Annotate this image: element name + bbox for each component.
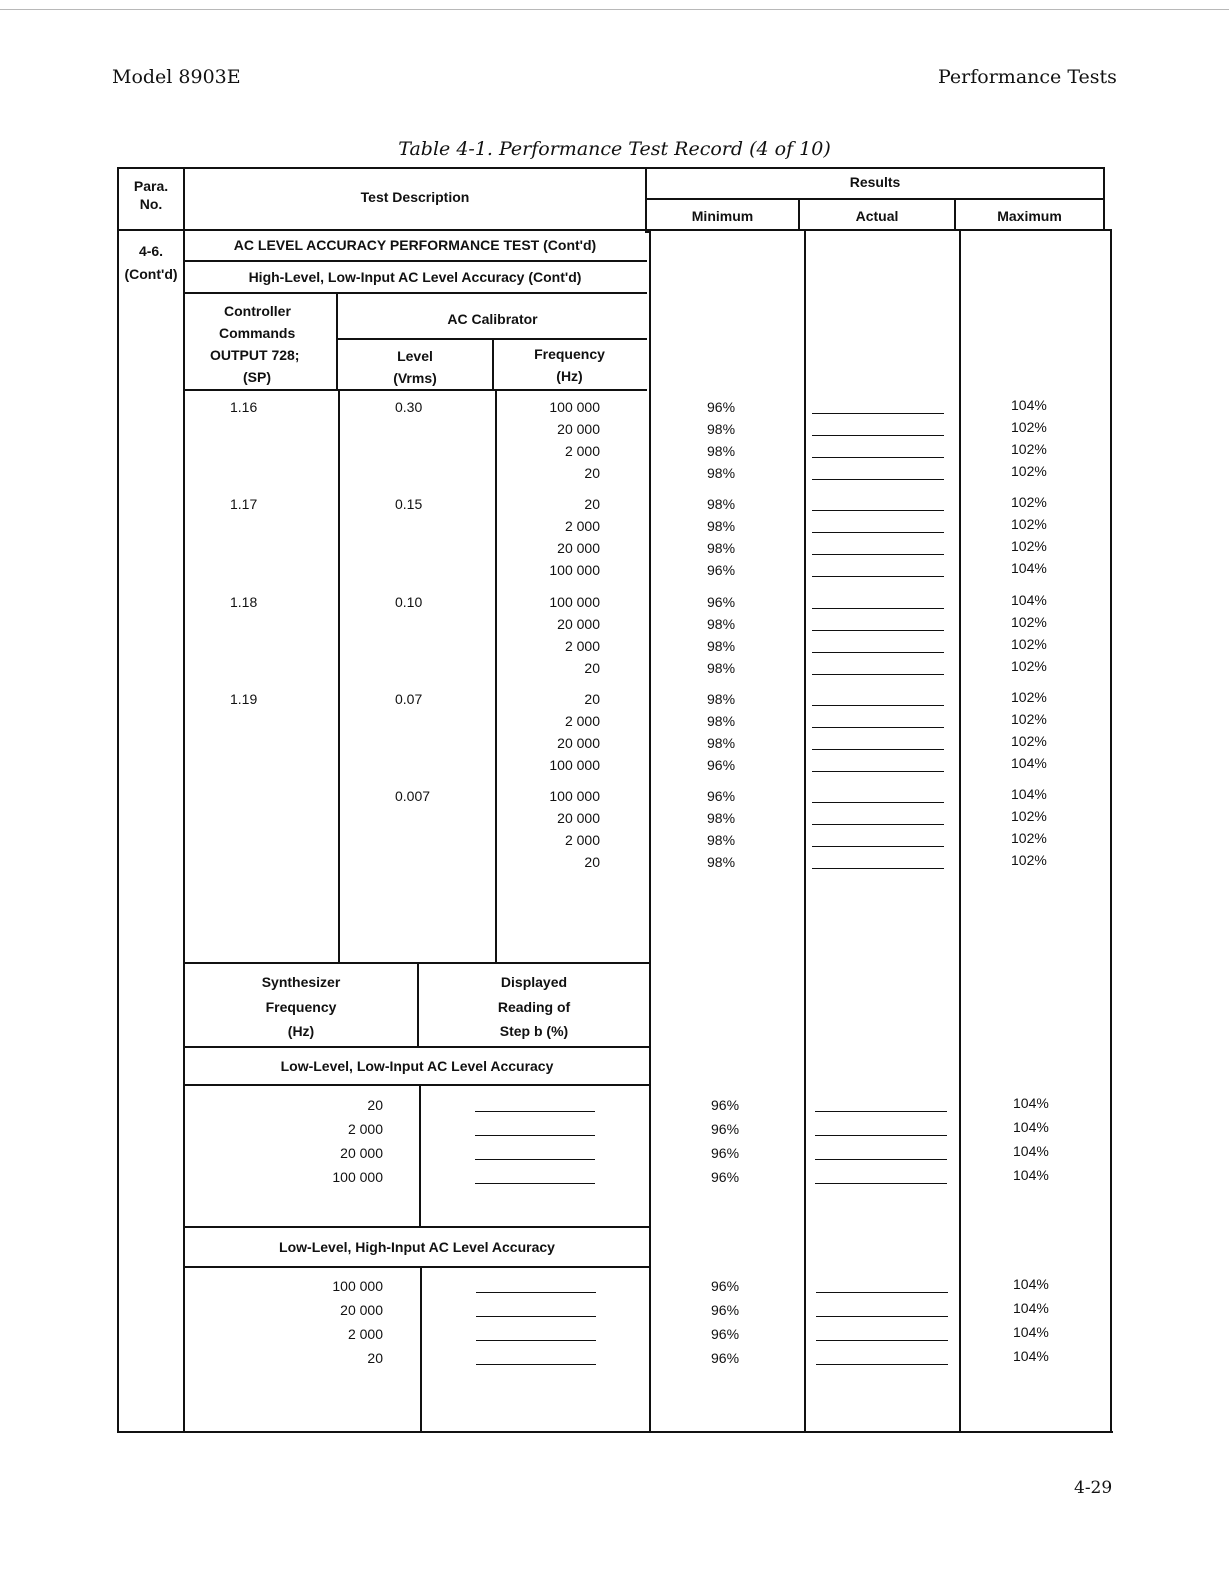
frequency-header-2: (Hz) (556, 368, 583, 384)
low-high-col-line (420, 1266, 422, 1432)
results-divider (645, 198, 1105, 200)
level-value: 0.30 (395, 399, 423, 415)
controller-header-2: Commands (219, 325, 296, 341)
command-value: 1.18 (230, 594, 258, 610)
synth-frequency-value: 100 000 (332, 1169, 383, 1185)
displayed-reading-field[interactable] (475, 1183, 595, 1184)
actual-entry-field[interactable] (812, 413, 944, 414)
actual-entry-field[interactable] (812, 652, 944, 653)
subheader-bottom-rule (183, 389, 647, 391)
maximum-value: 102% (1011, 689, 1047, 705)
frequency-value: 2 000 (564, 638, 600, 654)
level-value: 0.10 (395, 594, 423, 610)
actual-entry-field[interactable] (812, 824, 944, 825)
header-bottom-rule (117, 229, 1105, 231)
frequency-value: 100 000 (549, 562, 600, 578)
level-value: 0.15 (395, 496, 423, 512)
ac-calibrator-header: AC Calibrator (447, 311, 538, 327)
maximum-value: 104% (1011, 786, 1047, 802)
maximum-value: 102% (1011, 538, 1047, 554)
minimum-value: 96% (711, 1097, 740, 1113)
maximum-value: 102% (1011, 636, 1047, 652)
header-section: Performance Tests (938, 66, 1117, 88)
minimum-value: 96% (707, 562, 736, 578)
displayed-reading-field[interactable] (476, 1316, 596, 1317)
frequency-value: 100 000 (549, 788, 600, 804)
maximum-value: 104% (1013, 1348, 1049, 1364)
level-header-2: (Vrms) (393, 370, 437, 386)
minimum-value: 98% (707, 518, 736, 534)
actual-entry-field[interactable] (812, 554, 944, 555)
actual-entry-field[interactable] (812, 705, 944, 706)
low-low-title-rule (185, 1084, 651, 1086)
actual-entry-field[interactable] (812, 771, 944, 772)
actual-entry-field[interactable] (812, 479, 944, 480)
results-header: Results (849, 174, 901, 190)
frequency-value: 100 000 (549, 757, 600, 773)
frequency-value: 2 000 (564, 443, 600, 459)
maximum-value: 102% (1011, 614, 1047, 630)
controller-header-4: (SP) (243, 369, 271, 385)
para-header-2: No. (139, 196, 163, 212)
description-column-line (649, 231, 651, 1432)
page-number: 4-29 (1074, 1478, 1113, 1498)
actual-entry-field[interactable] (815, 1159, 947, 1160)
description-column-jog (645, 231, 651, 233)
header-model: Model 8903E (112, 66, 241, 88)
displayed-header-3: Step b (%) (499, 1023, 569, 1039)
minimum-value: 98% (707, 735, 736, 751)
minimum-value: 96% (711, 1326, 740, 1342)
frequency-value: 20 (584, 660, 600, 676)
test-title-divider (183, 260, 647, 262)
maximum-value: 102% (1011, 808, 1047, 824)
displayed-header-1: Displayed (500, 974, 568, 990)
frequency-value: 20 000 (557, 616, 600, 632)
maximum-value: 102% (1011, 419, 1047, 435)
synth-header-2: Frequency (265, 999, 337, 1015)
maximum-value: 104% (1013, 1276, 1049, 1292)
displayed-reading-field[interactable] (475, 1135, 595, 1136)
controller-col-line-lower (338, 390, 340, 962)
displayed-reading-field[interactable] (475, 1159, 595, 1160)
maximum-header: Maximum (997, 208, 1062, 224)
displayed-header-2: Reading of (497, 999, 571, 1015)
actual-entry-field[interactable] (812, 532, 944, 533)
minimum-value: 98% (707, 832, 736, 848)
top-rule (0, 9, 1229, 10)
frequency-value: 20 (584, 465, 600, 481)
frequency-value: 20 (584, 691, 600, 707)
actual-entry-field[interactable] (812, 510, 944, 511)
displayed-reading-field[interactable] (475, 1111, 595, 1112)
maximum-value: 102% (1011, 852, 1047, 868)
command-value: 1.17 (230, 496, 258, 512)
actual-entry-field[interactable] (816, 1340, 948, 1341)
frequency-value: 20 000 (557, 735, 600, 751)
minimum-value: 96% (707, 594, 736, 610)
command-value: 1.19 (230, 691, 258, 707)
minimum-value: 98% (707, 496, 736, 512)
level-header-1: Level (397, 348, 433, 364)
table-right-border (1110, 229, 1112, 1433)
controller-header-1: Controller (224, 303, 291, 319)
synth-frequency-value: 20 (367, 1350, 383, 1366)
synth-frequency-value: 20 000 (340, 1302, 383, 1318)
low-high-title-rule (185, 1266, 651, 1268)
minimum-value: 98% (707, 616, 736, 632)
maximum-value: 104% (1013, 1300, 1049, 1316)
maximum-value: 102% (1011, 494, 1047, 510)
actual-entry-field[interactable] (815, 1111, 947, 1112)
frequency-value: 20 000 (557, 540, 600, 556)
maximum-value: 104% (1013, 1095, 1049, 1111)
minimum-value: 96% (707, 399, 736, 415)
actual-entry-field[interactable] (812, 727, 944, 728)
synth-frequency-value: 20 000 (340, 1145, 383, 1161)
actual-entry-field[interactable] (812, 608, 944, 609)
minimum-value: 98% (707, 638, 736, 654)
minimum-header: Minimum (691, 208, 754, 224)
minimum-value: 96% (711, 1121, 740, 1137)
synth-bottom-rule (183, 1046, 651, 1048)
frequency-value: 2 000 (564, 518, 600, 534)
low-low-section-title: Low-Level, Low-Input AC Level Accuracy (280, 1058, 554, 1074)
high-level-divider (183, 292, 647, 294)
actual-entry-field[interactable] (812, 846, 944, 847)
level-value: 0.07 (395, 691, 423, 707)
maximum-value: 104% (1013, 1324, 1049, 1340)
synth-header-3: (Hz) (287, 1023, 315, 1039)
maximum-value: 104% (1013, 1119, 1049, 1135)
minimum-value: 98% (707, 443, 736, 459)
maximum-value: 102% (1011, 658, 1047, 674)
actual-entry-field[interactable] (812, 868, 944, 869)
para-number: 4-6. (138, 243, 164, 259)
maximum-value: 102% (1011, 463, 1047, 479)
maximum-value: 102% (1011, 441, 1047, 457)
controller-header-3: OUTPUT 728; (210, 347, 300, 363)
actual-entry-field[interactable] (812, 674, 944, 675)
level-value: 0.007 (395, 788, 431, 804)
displayed-reading-field[interactable] (476, 1292, 596, 1293)
frequency-value: 20 (584, 496, 600, 512)
table-title: Table 4-1. Performance Test Record (4 of 10) (398, 138, 831, 160)
minimum-value: 98% (707, 713, 736, 729)
frequency-value: 20 000 (557, 810, 600, 826)
minimum-value: 98% (707, 810, 736, 826)
maximum-value: 104% (1011, 397, 1047, 413)
minimum-value: 98% (707, 540, 736, 556)
min-actual-line (804, 231, 806, 1432)
table-bottom-border (117, 1431, 1113, 1433)
actual-entry-field[interactable] (812, 435, 944, 436)
minimum-value: 98% (707, 421, 736, 437)
test-title: AC LEVEL ACCURACY PERFORMANCE TEST (Cont'd) (233, 237, 597, 253)
low-high-section-title: Low-Level, High-Input AC Level Accuracy (279, 1239, 555, 1255)
actual-entry-field[interactable] (815, 1135, 947, 1136)
minimum-value: 96% (707, 757, 736, 773)
low-low-col-line (419, 1084, 421, 1227)
table-top-border (117, 167, 1105, 169)
minimum-value: 96% (711, 1169, 740, 1185)
frequency-value: 100 000 (549, 399, 600, 415)
low-low-bottom-rule (185, 1226, 651, 1228)
displayed-reading-field[interactable] (476, 1340, 596, 1341)
maximum-value: 102% (1011, 830, 1047, 846)
maximum-value: 104% (1011, 755, 1047, 771)
actual-entry-field[interactable] (812, 802, 944, 803)
minimum-value: 98% (707, 465, 736, 481)
actual-entry-field[interactable] (816, 1364, 948, 1365)
actual-entry-field[interactable] (812, 457, 944, 458)
minimum-value: 96% (707, 788, 736, 804)
maximum-value: 102% (1011, 516, 1047, 532)
test-description-header: Test Description (360, 189, 470, 205)
table-left-border (117, 167, 119, 1433)
frequency-header-1: Frequency (534, 346, 605, 362)
para-header: Para. (133, 178, 169, 194)
actual-entry-field[interactable] (816, 1316, 948, 1317)
synth-frequency-value: 20 (367, 1097, 383, 1113)
frequency-value: 20 (584, 854, 600, 870)
minimum-value: 98% (707, 854, 736, 870)
maximum-value: 104% (1011, 560, 1047, 576)
maximum-value: 104% (1013, 1167, 1049, 1183)
para-contd: (Cont'd) (124, 266, 178, 282)
minimum-value: 96% (711, 1278, 740, 1294)
frequency-value: 20 000 (557, 421, 600, 437)
actual-max-line (959, 231, 961, 1432)
synth-frequency-value: 2 000 (347, 1326, 383, 1342)
level-col-line-lower (495, 390, 497, 962)
actual-header: Actual (855, 208, 899, 224)
frequency-value: 100 000 (549, 594, 600, 610)
maximum-value: 104% (1011, 592, 1047, 608)
actual-entry-field[interactable] (812, 749, 944, 750)
synth-header-1: Synthesizer (261, 974, 341, 990)
minimum-value: 98% (707, 691, 736, 707)
frequency-value: 2 000 (564, 713, 600, 729)
synth-frequency-value: 100 000 (332, 1278, 383, 1294)
frequency-value: 2 000 (564, 832, 600, 848)
minimum-value: 96% (711, 1350, 740, 1366)
displayed-reading-field[interactable] (476, 1364, 596, 1365)
maximum-value: 104% (1013, 1143, 1049, 1159)
actual-entry-field[interactable] (812, 576, 944, 577)
actual-entry-field[interactable] (812, 630, 944, 631)
maximum-value: 102% (1011, 733, 1047, 749)
minimum-value: 96% (711, 1302, 740, 1318)
high-level-section-title: High-Level, Low-Input AC Level Accuracy (Cont'd) (248, 269, 582, 285)
actual-entry-field[interactable] (816, 1292, 948, 1293)
synth-frequency-value: 2 000 (347, 1121, 383, 1137)
actual-entry-field[interactable] (815, 1183, 947, 1184)
minimum-value: 98% (707, 660, 736, 676)
minimum-value: 96% (711, 1145, 740, 1161)
maximum-value: 102% (1011, 711, 1047, 727)
command-value: 1.16 (230, 399, 258, 415)
